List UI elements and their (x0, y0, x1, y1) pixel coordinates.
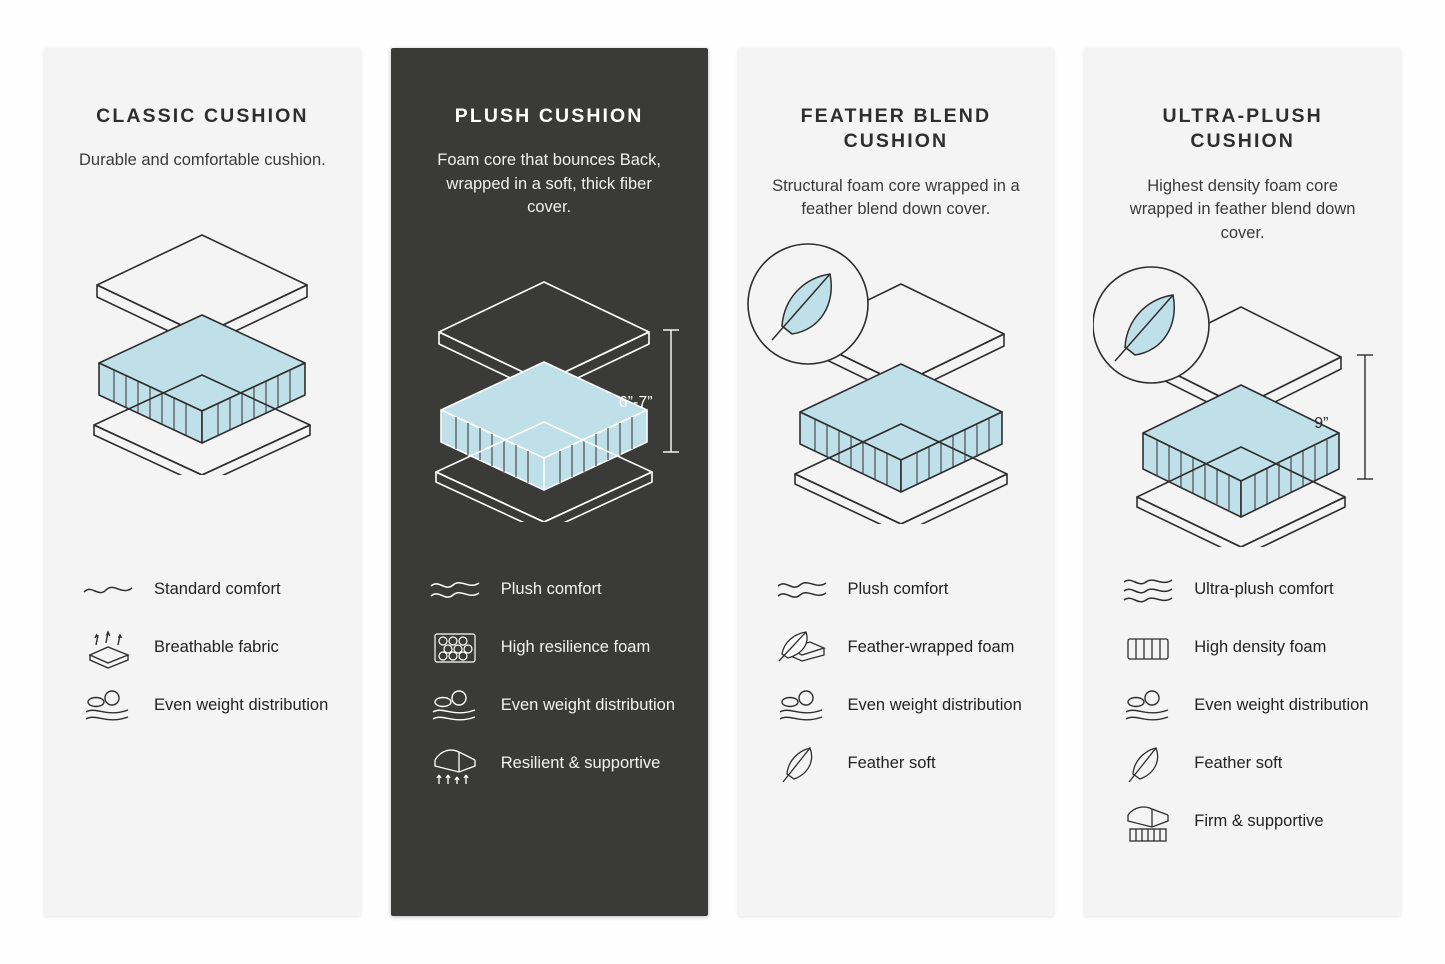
feature-list (80, 568, 341, 916)
card-description: Highest density foam core wrapped in feather blend down cover. (1129, 176, 1356, 242)
exploded-cushion-diagram (44, 185, 361, 485)
feature-label: Feather soft (1194, 754, 1283, 773)
feature-list (1120, 568, 1381, 916)
dimension-label: 6”-7” (618, 393, 653, 411)
feature-label: Standard comfort (154, 580, 281, 599)
feature-label: Resilient & supportive (500, 754, 661, 773)
card-feather-blend-cushion[interactable] (738, 48, 1055, 916)
wave-comfort-icon (80, 568, 136, 612)
wave-comfort-icon (774, 568, 830, 612)
feature-list (774, 568, 1035, 916)
list-item (80, 568, 341, 612)
wave-comfort-icon (1120, 568, 1176, 612)
resilient-support-icon (427, 742, 483, 786)
feature-label: Plush comfort (847, 580, 949, 599)
list-item (427, 684, 688, 728)
even-weight-icon (1120, 684, 1176, 728)
card-title: PLUSH CUSHION (454, 105, 644, 127)
exploded-cushion-diagram (1084, 257, 1401, 557)
feature-label: Even weight distribution (154, 696, 329, 715)
list-item (774, 568, 1035, 612)
feature-label: Even weight distribution (500, 696, 676, 715)
feature-label: Firm & supportive (1194, 812, 1324, 831)
card-ultra-plush-cushion[interactable] (1084, 48, 1401, 916)
card-title: FEATHER BLEND CUSHION (800, 105, 992, 153)
card-title: CLASSIC CUSHION (96, 105, 309, 127)
feature-label: Breathable fabric (154, 638, 279, 657)
list-item (1120, 568, 1381, 612)
feature-list (427, 568, 688, 916)
list-item (774, 742, 1035, 786)
feather-icon (774, 742, 830, 786)
firm-support-icon (1120, 800, 1176, 844)
list-item (427, 568, 688, 612)
feature-label: High density foam (1194, 638, 1327, 657)
list-item (1120, 742, 1381, 786)
feather-badge (748, 244, 868, 364)
list-item (774, 684, 1035, 728)
exploded-cushion-diagram (738, 234, 1055, 534)
list-item (427, 626, 688, 670)
high-density-foam-icon (1120, 626, 1176, 670)
card-description: Foam core that bounces Back, wrapped in a soft, thick fiber cover. (437, 151, 662, 217)
wave-comfort-icon (427, 568, 483, 612)
list-item (774, 626, 1035, 670)
even-weight-icon (774, 684, 830, 728)
feature-label: Even weight distribution (847, 696, 1022, 715)
feather-wrapped-foam-icon (774, 626, 830, 670)
card-description: Structural foam core wrapped in a feather blend down cover. (772, 176, 1020, 219)
even-weight-icon (427, 684, 483, 728)
exploded-cushion-diagram (391, 232, 708, 532)
breathable-fabric-icon (80, 626, 136, 670)
feature-label: Plush comfort (500, 580, 602, 599)
list-item (80, 626, 341, 670)
card-title: ULTRA-PLUSH CUSHION (1162, 105, 1323, 153)
list-item (1120, 800, 1381, 844)
honeycomb-foam-icon (427, 626, 483, 670)
feather-badge (1093, 267, 1209, 383)
card-description: Durable and comfortable cushion. (79, 151, 326, 170)
list-item (427, 742, 688, 786)
feature-label: Feather-wrapped foam (847, 638, 1015, 657)
feature-label: Ultra-plush comfort (1194, 580, 1334, 599)
list-item (1120, 684, 1381, 728)
dimension-label: 9” (1314, 414, 1329, 432)
feather-icon (1120, 742, 1176, 786)
card-classic-cushion[interactable] (44, 48, 361, 916)
list-item (80, 684, 341, 728)
card-plush-cushion[interactable] (391, 48, 708, 916)
feature-label: High resilience foam (500, 638, 651, 657)
feature-label: Even weight distribution (1194, 696, 1369, 715)
even-weight-icon (80, 684, 136, 728)
list-item (1120, 626, 1381, 670)
feature-label: Feather soft (847, 754, 936, 773)
